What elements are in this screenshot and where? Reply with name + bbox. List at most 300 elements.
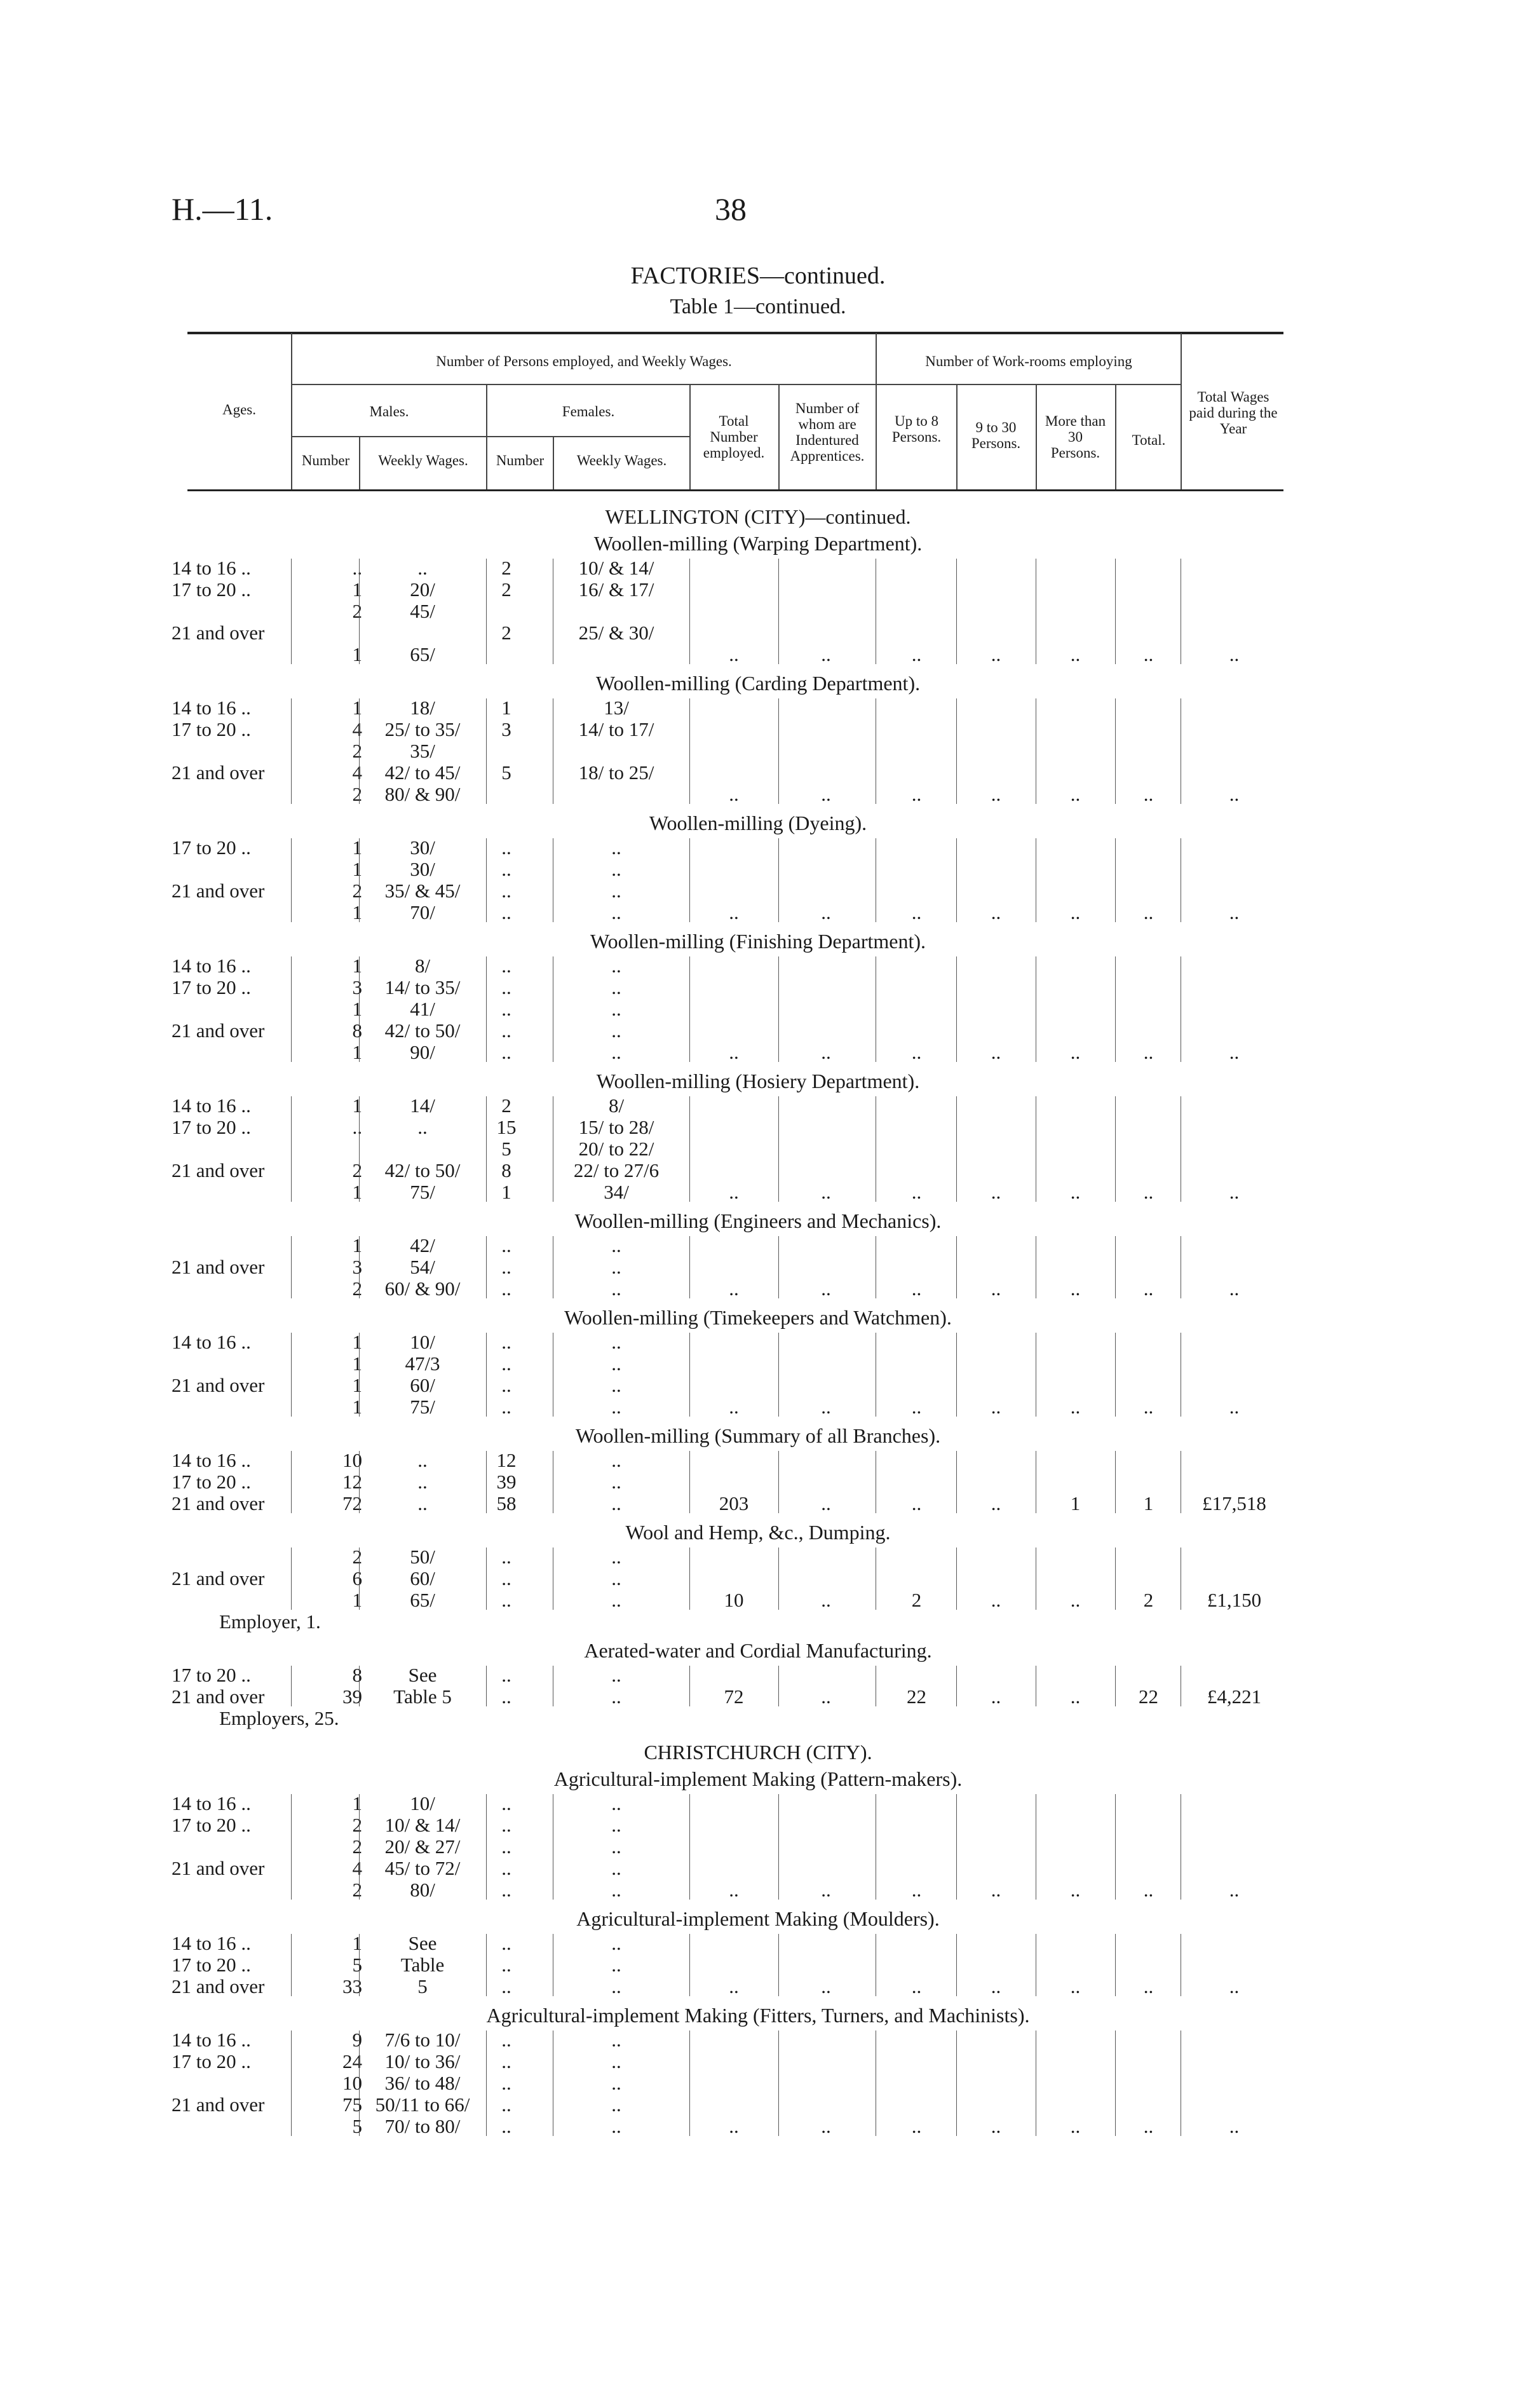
cell-fw: 16/ & 17/	[578, 578, 654, 601]
row-divider	[1115, 1333, 1116, 1417]
cell-fn: ..	[501, 1685, 511, 1708]
cell-fw: ..	[611, 1814, 621, 1836]
cell-fn: 2	[501, 557, 511, 579]
cell-fw: ..	[611, 1396, 621, 1418]
cell-ttl: ..	[1143, 1181, 1154, 1203]
cell-mn: 1	[352, 1374, 362, 1396]
cell-fn: 2	[501, 622, 511, 644]
age-cell: 21 and over	[172, 1857, 265, 1879]
employer-note: Employer, 1.	[219, 1610, 321, 1633]
cell-m30: ..	[1070, 2115, 1081, 2137]
table-row	[0, 1181, 1516, 1203]
cell-mw: Table	[400, 1954, 445, 1976]
row-divider	[956, 698, 957, 804]
cell-mn: 1	[352, 858, 362, 880]
row-divider	[359, 1096, 360, 1202]
cell-mn: 5	[352, 1954, 362, 1976]
row-divider	[359, 838, 360, 922]
cell-fw: ..	[611, 1374, 621, 1396]
cell-mw: 10/ & 14/	[384, 1814, 461, 1836]
document-ref: H.—11.	[172, 191, 273, 227]
row-divider	[689, 838, 690, 922]
cell-wag: ..	[1229, 1181, 1240, 1203]
cell-fw: ..	[611, 2093, 621, 2116]
cell-mn: 1	[352, 1792, 362, 1814]
cell-mw: ..	[417, 557, 428, 579]
table-row	[0, 601, 1516, 622]
row-divider	[778, 1666, 779, 1706]
cell-wag: ..	[1229, 1041, 1240, 1063]
table-row	[0, 1138, 1516, 1160]
cell-mn: 2	[352, 1546, 362, 1568]
row-divider	[1115, 1934, 1116, 1996]
row-divider	[359, 2030, 360, 2136]
row-divider	[359, 1934, 360, 1996]
table-row	[0, 1375, 1516, 1396]
employer-note: Employers, 25.	[219, 1707, 339, 1729]
cell-u8: ..	[911, 643, 922, 665]
cell-ind: ..	[821, 643, 831, 665]
col-head-workrooms-group: Number of Work-rooms employing	[925, 353, 1132, 369]
cell-fn: ..	[501, 1041, 511, 1063]
cell-ind: ..	[821, 1041, 831, 1063]
cell-u8: ..	[911, 1975, 922, 1997]
cell-fw: ..	[611, 1664, 621, 1686]
table-row	[0, 2051, 1516, 2072]
row-divider	[956, 1096, 957, 1202]
cell-fw: ..	[611, 1567, 621, 1589]
cell-fw: ..	[611, 901, 621, 923]
cell-mn: 1	[352, 998, 362, 1020]
cell-mn: 10	[342, 2072, 362, 2094]
row-divider	[486, 1548, 487, 1610]
cell-mw: 90/	[410, 1041, 435, 1063]
cell-t30: ..	[991, 1181, 1001, 1203]
row-divider	[486, 1934, 487, 1996]
cell-fw: 10/ & 14/	[578, 557, 654, 579]
cell-wag: ..	[1229, 1975, 1240, 1997]
cell-fn: ..	[501, 2050, 511, 2072]
cell-ind: ..	[821, 1396, 831, 1418]
cell-mw: 14/ to 35/	[384, 976, 461, 998]
cell-mw: 30/	[410, 836, 435, 859]
cell-fn: ..	[501, 1954, 511, 1976]
row-divider	[486, 838, 487, 922]
cell-fw: ..	[611, 1492, 621, 1514]
cell-fn: ..	[501, 1331, 511, 1353]
cell-wag: £1,150	[1207, 1589, 1262, 1611]
col-head-female-wages: Weekly Wages.	[576, 452, 667, 468]
cell-fn: ..	[501, 998, 511, 1020]
cell-wag: ..	[1229, 783, 1240, 805]
age-cell: 17 to 20 ..	[172, 836, 251, 859]
cell-fw: 14/ to 17/	[578, 718, 654, 740]
cell-mw: 47/3	[405, 1352, 440, 1375]
row-divider	[486, 1666, 487, 1706]
row-divider	[689, 1451, 690, 1513]
age-cell: 17 to 20 ..	[172, 1471, 251, 1493]
table-row	[0, 1836, 1516, 1858]
row-divider	[689, 698, 690, 804]
table-row	[0, 998, 1516, 1020]
col-head-male-wages: Weekly Wages.	[378, 452, 468, 468]
cell-ttl: 2	[1143, 1589, 1154, 1611]
cell-fn: ..	[501, 976, 511, 998]
section-title: Agricultural-implement Making (Pattern-makers).	[553, 1767, 963, 1790]
col-divider-females	[689, 385, 691, 489]
row-divider	[291, 1096, 292, 1202]
cell-t30: ..	[991, 1879, 1001, 1901]
table-row	[0, 1976, 1516, 1997]
cell-fn: 15	[496, 1116, 517, 1138]
cell-mn: 3	[352, 1256, 362, 1278]
cell-fn: ..	[501, 1814, 511, 1836]
table-row	[0, 880, 1516, 902]
row-divider	[956, 1333, 957, 1417]
cell-mn: 10	[342, 1449, 362, 1471]
cell-ind: ..	[821, 1879, 831, 1901]
cell-mn: 1	[352, 1589, 362, 1611]
age-cell: 17 to 20 ..	[172, 1664, 251, 1686]
cell-u8: ..	[911, 1879, 922, 1901]
sex-group-rule	[292, 436, 689, 437]
cell-mn: 2	[352, 1159, 362, 1181]
cell-t30: ..	[991, 1492, 1001, 1514]
cell-ttl: ..	[1143, 2115, 1154, 2137]
table-row	[0, 1278, 1516, 1300]
cell-m30: ..	[1070, 1589, 1081, 1611]
table-row	[0, 1042, 1516, 1063]
row-divider	[778, 559, 779, 664]
cell-fn: ..	[501, 2072, 511, 2094]
cell-fn: ..	[501, 1932, 511, 1954]
row-divider	[778, 698, 779, 804]
cell-mw: 10/ to 36/	[384, 2050, 461, 2072]
table-title: Table 1—continued.	[670, 295, 846, 318]
cell-u8: ..	[911, 1181, 922, 1203]
cell-mw: 5	[417, 1975, 428, 1997]
row-divider	[1115, 1666, 1116, 1706]
row-divider	[956, 1794, 957, 1900]
cell-fn: ..	[501, 1546, 511, 1568]
cell-fw: ..	[611, 880, 621, 902]
cell-ttl: ..	[1143, 643, 1154, 665]
row-divider	[1115, 1794, 1116, 1900]
cell-fw: 20/ to 22/	[578, 1138, 654, 1160]
row-divider	[689, 1333, 690, 1417]
row-divider	[359, 1333, 360, 1417]
row-divider	[689, 1934, 690, 1996]
age-cell: 21 and over	[172, 1374, 265, 1396]
cell-fn: ..	[501, 2115, 511, 2137]
cell-fn: ..	[501, 1019, 511, 1042]
section-title: Woollen-milling (Finishing Department).	[590, 930, 926, 953]
table-row	[0, 579, 1516, 601]
cell-m30: ..	[1070, 1277, 1081, 1300]
table-row	[0, 1589, 1516, 1611]
row-divider	[1115, 956, 1116, 1062]
cell-mn: 1	[352, 1331, 362, 1353]
cell-mw: ..	[417, 1492, 428, 1514]
cell-fn: ..	[501, 1396, 511, 1418]
age-cell: 14 to 16 ..	[172, 1449, 251, 1471]
col-head-9-to-30: 9 to 30 Persons.	[971, 419, 1021, 451]
cell-ttl: 1	[1143, 1492, 1154, 1514]
cell-fw: ..	[611, 998, 621, 1020]
cell-wag: ..	[1229, 901, 1240, 923]
cell-ind: ..	[821, 1181, 831, 1203]
cell-ttl: ..	[1143, 783, 1154, 805]
table-row	[0, 719, 1516, 740]
cell-fw: ..	[611, 1954, 621, 1976]
cell-tot: ..	[729, 901, 739, 923]
row-divider	[689, 1548, 690, 1610]
cell-fw: ..	[611, 955, 621, 977]
cell-fw: ..	[611, 2072, 621, 2094]
cell-tot: ..	[729, 1396, 739, 1418]
cell-fn: ..	[501, 901, 511, 923]
age-cell: 17 to 20 ..	[172, 1954, 251, 1976]
col-head-total-employed: Total Number employed.	[703, 413, 765, 461]
cell-fw: ..	[611, 1546, 621, 1568]
age-cell: 21 and over	[172, 1159, 265, 1181]
table-row	[0, 1450, 1516, 1471]
cell-t30: ..	[991, 643, 1001, 665]
row-divider	[291, 838, 292, 922]
row-divider	[291, 1934, 292, 1996]
age-cell: 17 to 20 ..	[172, 2050, 251, 2072]
cell-mn: 75	[342, 2093, 362, 2116]
col-head-female-number: Number	[496, 452, 545, 468]
col-head-total-wages: Total Wages paid during the Year	[1189, 389, 1278, 437]
table-row	[0, 644, 1516, 665]
cell-m30: ..	[1070, 1975, 1081, 1997]
cell-mw: 35/	[410, 740, 435, 762]
row-divider	[486, 1794, 487, 1900]
table-row	[0, 622, 1516, 644]
row-divider	[956, 559, 957, 664]
cell-mn: 2	[352, 1277, 362, 1300]
row-divider	[778, 1794, 779, 1900]
cell-mn: 2	[352, 740, 362, 762]
table-row	[0, 2094, 1516, 2116]
section-title: Woollen-milling (Summary of all Branches).	[575, 1424, 941, 1447]
cell-u8: ..	[911, 1041, 922, 1063]
table-row	[0, 1493, 1516, 1514]
age-cell: 21 and over	[172, 880, 265, 902]
cell-mw: 80/ & 90/	[384, 783, 461, 805]
row-divider	[956, 838, 957, 922]
persons-group-rule	[292, 384, 877, 385]
table-row	[0, 762, 1516, 784]
section-title: Woollen-milling (Carding Department).	[595, 672, 921, 695]
cell-mw: ..	[417, 1449, 428, 1471]
age-cell: 14 to 16 ..	[172, 557, 251, 579]
cell-mw: 8/	[414, 955, 431, 977]
cell-fn: ..	[501, 1835, 511, 1858]
cell-fw: ..	[611, 1975, 621, 1997]
cell-tot: ..	[729, 2115, 739, 2137]
cell-mw: 60/	[410, 1374, 435, 1396]
cell-fn: ..	[501, 1792, 511, 1814]
cell-ind: ..	[821, 1277, 831, 1300]
row-divider	[956, 1451, 957, 1513]
cell-mn: 72	[342, 1492, 362, 1514]
cell-mw: 18/	[410, 697, 435, 719]
cell-ttl: ..	[1143, 901, 1154, 923]
cell-ind: ..	[821, 1975, 831, 1997]
cell-mn: 6	[352, 1567, 362, 1589]
cell-m30: ..	[1070, 901, 1081, 923]
cell-mn: 33	[342, 1975, 362, 1997]
row-divider	[359, 1548, 360, 1610]
cell-tot: 72	[724, 1685, 744, 1708]
table-row	[0, 1256, 1516, 1278]
cell-fw: ..	[611, 1857, 621, 1879]
col-divider-more-than-30	[1115, 385, 1116, 489]
table-row	[0, 1858, 1516, 1879]
table-row	[0, 955, 1516, 977]
table-row	[0, 1879, 1516, 1901]
row-divider	[689, 1236, 690, 1298]
section-title: Woollen-milling (Hosiery Department).	[596, 1070, 920, 1092]
age-cell: 17 to 20 ..	[172, 718, 251, 740]
cell-tot: ..	[729, 783, 739, 805]
table-row	[0, 740, 1516, 762]
cell-mw: 42/ to 50/	[384, 1159, 461, 1181]
cell-fn: 58	[496, 1492, 517, 1514]
cell-fw: ..	[611, 1234, 621, 1256]
col-divider-males	[486, 385, 487, 489]
row-divider	[359, 698, 360, 804]
cell-mn: 1	[352, 1396, 362, 1418]
row-divider	[359, 559, 360, 664]
cell-fw: 34/	[604, 1181, 629, 1203]
cell-fn: ..	[501, 1857, 511, 1879]
table-row	[0, 1353, 1516, 1375]
col-head-ages: Ages.	[222, 402, 257, 418]
cell-mw: 60/ & 90/	[384, 1277, 461, 1300]
table-row	[0, 1020, 1516, 1042]
table-row	[0, 1160, 1516, 1181]
cell-ttl: ..	[1143, 1879, 1154, 1901]
cell-mw: See	[408, 1932, 437, 1954]
cell-mw: 14/	[410, 1094, 435, 1117]
cell-mn: 1	[352, 1932, 362, 1954]
section-title: Woollen-milling (Timekeepers and Watchmen).	[564, 1306, 952, 1329]
cell-fw: 22/ to 27/6	[573, 1159, 660, 1181]
cell-mw: 42/	[410, 1234, 435, 1256]
col-head-total-workrooms: Total.	[1132, 432, 1166, 448]
cell-fw: ..	[611, 1471, 621, 1493]
cell-ttl: ..	[1143, 1975, 1154, 1997]
row-divider	[956, 956, 957, 1062]
table-row	[0, 1235, 1516, 1256]
cell-wag: £4,221	[1207, 1685, 1262, 1708]
row-divider	[359, 956, 360, 1062]
cell-fw: 13/	[604, 697, 629, 719]
cell-fw: ..	[611, 1041, 621, 1063]
col-divider-up-to-8	[956, 385, 958, 489]
header-top-rule	[187, 332, 1283, 334]
row-divider	[956, 1236, 957, 1298]
cell-mn: 1	[352, 1181, 362, 1203]
row-divider	[956, 1666, 957, 1706]
cell-mn: 2	[352, 880, 362, 902]
main-title: FACTORIES—continued.	[630, 262, 886, 289]
cell-fn: 5	[501, 1138, 511, 1160]
table-row	[0, 1546, 1516, 1568]
cell-mn: 8	[352, 1664, 362, 1686]
cell-fn: ..	[501, 1277, 511, 1300]
row-divider	[359, 1666, 360, 1706]
cell-t30: ..	[991, 1041, 1001, 1063]
cell-tot: 10	[724, 1589, 744, 1611]
table-row	[0, 1686, 1516, 1708]
cell-mn: 1	[352, 578, 362, 601]
section-title: Woollen-milling (Warping Department).	[593, 532, 923, 555]
cell-fw: 8/	[608, 1094, 625, 1117]
cell-ttl: 22	[1139, 1685, 1158, 1708]
cell-fw: ..	[611, 1685, 621, 1708]
col-head-more-than-30: More than 30 Persons.	[1045, 413, 1106, 461]
cell-t30: ..	[991, 1277, 1001, 1300]
table-row	[0, 1117, 1516, 1138]
cell-fw: ..	[611, 1331, 621, 1353]
row-divider	[291, 1548, 292, 1610]
age-cell: 21 and over	[172, 1019, 265, 1042]
table-row	[0, 1331, 1516, 1353]
cell-wag: ..	[1229, 1277, 1240, 1300]
cell-m30: ..	[1070, 1879, 1081, 1901]
cell-fw: 18/ to 25/	[578, 761, 654, 784]
cell-mw: 35/ & 45/	[384, 880, 461, 902]
cell-wag: ..	[1229, 2115, 1240, 2137]
cell-mn: 1	[352, 901, 362, 923]
row-divider	[291, 956, 292, 1062]
cell-fw: ..	[611, 1589, 621, 1611]
row-divider	[291, 698, 292, 804]
cell-m30: ..	[1070, 1685, 1081, 1708]
cell-mn: 9	[352, 2029, 362, 2051]
cell-fn: 39	[496, 1471, 517, 1493]
age-cell: 17 to 20 ..	[172, 1116, 251, 1138]
row-divider	[486, 1236, 487, 1298]
age-cell: 21 and over	[172, 1975, 265, 1997]
cell-wag: ..	[1229, 1396, 1240, 1418]
cell-mn: 1	[352, 697, 362, 719]
row-divider	[486, 956, 487, 1062]
cell-fn: 12	[496, 1449, 517, 1471]
cell-mn: 12	[342, 1471, 362, 1493]
row-divider	[778, 838, 779, 922]
cell-fn: ..	[501, 880, 511, 902]
cell-mn: 2	[352, 1835, 362, 1858]
cell-mw: 20/ & 27/	[384, 1835, 461, 1858]
cell-mw: 60/	[410, 1567, 435, 1589]
cell-m30: ..	[1070, 643, 1081, 665]
cell-mw: 42/ to 50/	[384, 1019, 461, 1042]
cell-tot: ..	[729, 1975, 739, 1997]
row-divider	[778, 1236, 779, 1298]
cell-mw: 65/	[410, 643, 435, 665]
section-title: Woollen-milling (Dyeing).	[649, 812, 867, 834]
col-head-persons-group: Number of Persons employed, and Weekly Wages.	[436, 353, 732, 369]
cell-mw: 10/	[410, 1792, 435, 1814]
cell-mn: 4	[352, 761, 362, 784]
cell-mn: 2	[352, 1879, 362, 1901]
col-head-females: Females.	[562, 404, 615, 419]
